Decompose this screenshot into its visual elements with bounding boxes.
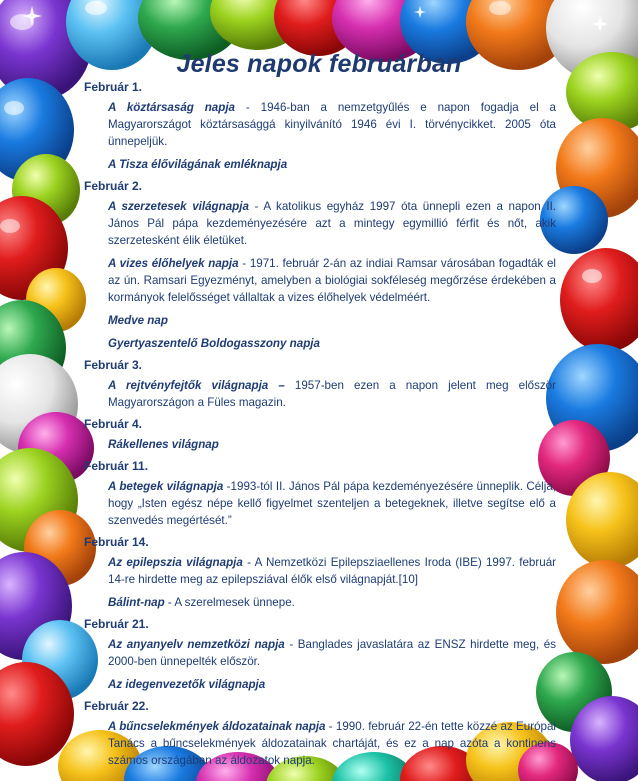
observance-name: Rákellenes világnap (108, 438, 219, 451)
observance-description: 1957-ben ezen a napon jelent meg először Magyarországon a Füles magazin. (108, 379, 556, 409)
observance-entry (108, 478, 556, 529)
observance-name: A betegek világnapja (108, 480, 224, 493)
observance-entry (108, 255, 556, 306)
day-date: Február 22. (84, 699, 149, 713)
observance-name: Az idegenvezetők világnapja (108, 678, 266, 691)
observance-entry (108, 335, 556, 352)
observance-description: - 1990. február 22-én tette közzé az Európai Tanács a bűncselekmények áldozatainak chartáját, és ez a nap azóta a kontinens számos országában az áldozatok napja. (108, 720, 556, 767)
observance-name: Az epilepszia világnapja (108, 556, 243, 569)
observance-description: - 1946-ban a nemzetgyűlés e napon fogadja el a Magyarországot köztársasággá kinyilvánító 1946 évi I. törvénycikket. 2005 óta ünnepeljük. (108, 101, 556, 148)
observance-entry (108, 312, 556, 329)
day-section (84, 179, 556, 352)
observance-entry (108, 594, 556, 611)
observance-description: - A Nemzetközi Epilepsziaellenes Iroda (IBE) 1997. február 14-re hirdette meg az epilepsziával élők első világnapját.[10] (108, 556, 557, 586)
observance-name: A bűncselekmények áldozatainak napja (108, 720, 326, 733)
day-section (84, 80, 556, 173)
observance-entry (108, 377, 556, 411)
observance-description: - A szerelmesek ünnepe. (164, 596, 295, 609)
observance-description: - 1971. február 2-án az indiai Ramsar városában fogadták el az ún. Ramsari Egyezményt, amelyben a biológiai sokféleség megőrzése érdekében a kormányok felelősséget vállaltak a vizes élőhelyek védelméért. (108, 257, 556, 304)
observance-name: A rejtvényfejtők világnapja – (108, 379, 285, 392)
day-section (84, 617, 556, 693)
day-date: Február 21. (84, 617, 149, 631)
observance-entry (108, 636, 556, 670)
observance-name: Az anyanyelv nemzetközi napja (108, 638, 285, 651)
observance-entry (108, 156, 556, 173)
day-date: Február 3. (84, 358, 143, 372)
observance-entry (108, 436, 556, 453)
observance-name: A szerzetesek világnapja (108, 200, 249, 213)
observance-description: - Banglades javaslatára az ENSZ hirdette meg, és 2000-ben ünnepelték először. (108, 638, 556, 668)
observance-entry (108, 198, 556, 249)
day-section (84, 535, 556, 611)
balloon (560, 248, 638, 352)
observance-name: A vizes élőhelyek napja (108, 257, 239, 270)
day-date: Február 1. (84, 80, 143, 94)
page-title: Jeles napok februárban (176, 50, 462, 78)
day-section (84, 699, 556, 769)
observance-description: -1993-tól II. János Pál pápa kezdeményezésére ünneplik. Célja, hogy „Isten egész népe kellő figyelmet szenteljen a betegeknek, illetve segítse elő a szenvedés megértését.” (108, 480, 557, 527)
observance-description: - A katolikus egyház 1997 óta ünnepli ezen a napon II. János Pál pápa kezdeményezésére azt a mintegy egymillió férfit és nőt, akik szerzetesként élik életüket. (108, 200, 557, 247)
observance-name: Bálint-nap (108, 596, 165, 609)
day-section (84, 417, 556, 453)
observance-name: A Tisza élővilágának emléknapja (108, 158, 288, 171)
observance-entry (108, 718, 556, 769)
observance-entry (108, 99, 556, 150)
observance-name: A köztársaság napja (108, 101, 236, 114)
day-date: Február 14. (84, 535, 149, 549)
balloon (556, 560, 638, 664)
day-date: Február 2. (84, 179, 143, 193)
observance-entry (108, 554, 556, 588)
day-list (84, 80, 556, 775)
observance-name: Medve nap (108, 314, 168, 327)
day-date: Február 4. (84, 417, 143, 431)
day-section (84, 358, 556, 411)
observance-entry (108, 676, 556, 693)
observance-name: Gyertyaszentelő Boldogasszony napja (108, 337, 320, 350)
day-section (84, 459, 556, 529)
day-date: Február 11. (84, 459, 149, 473)
